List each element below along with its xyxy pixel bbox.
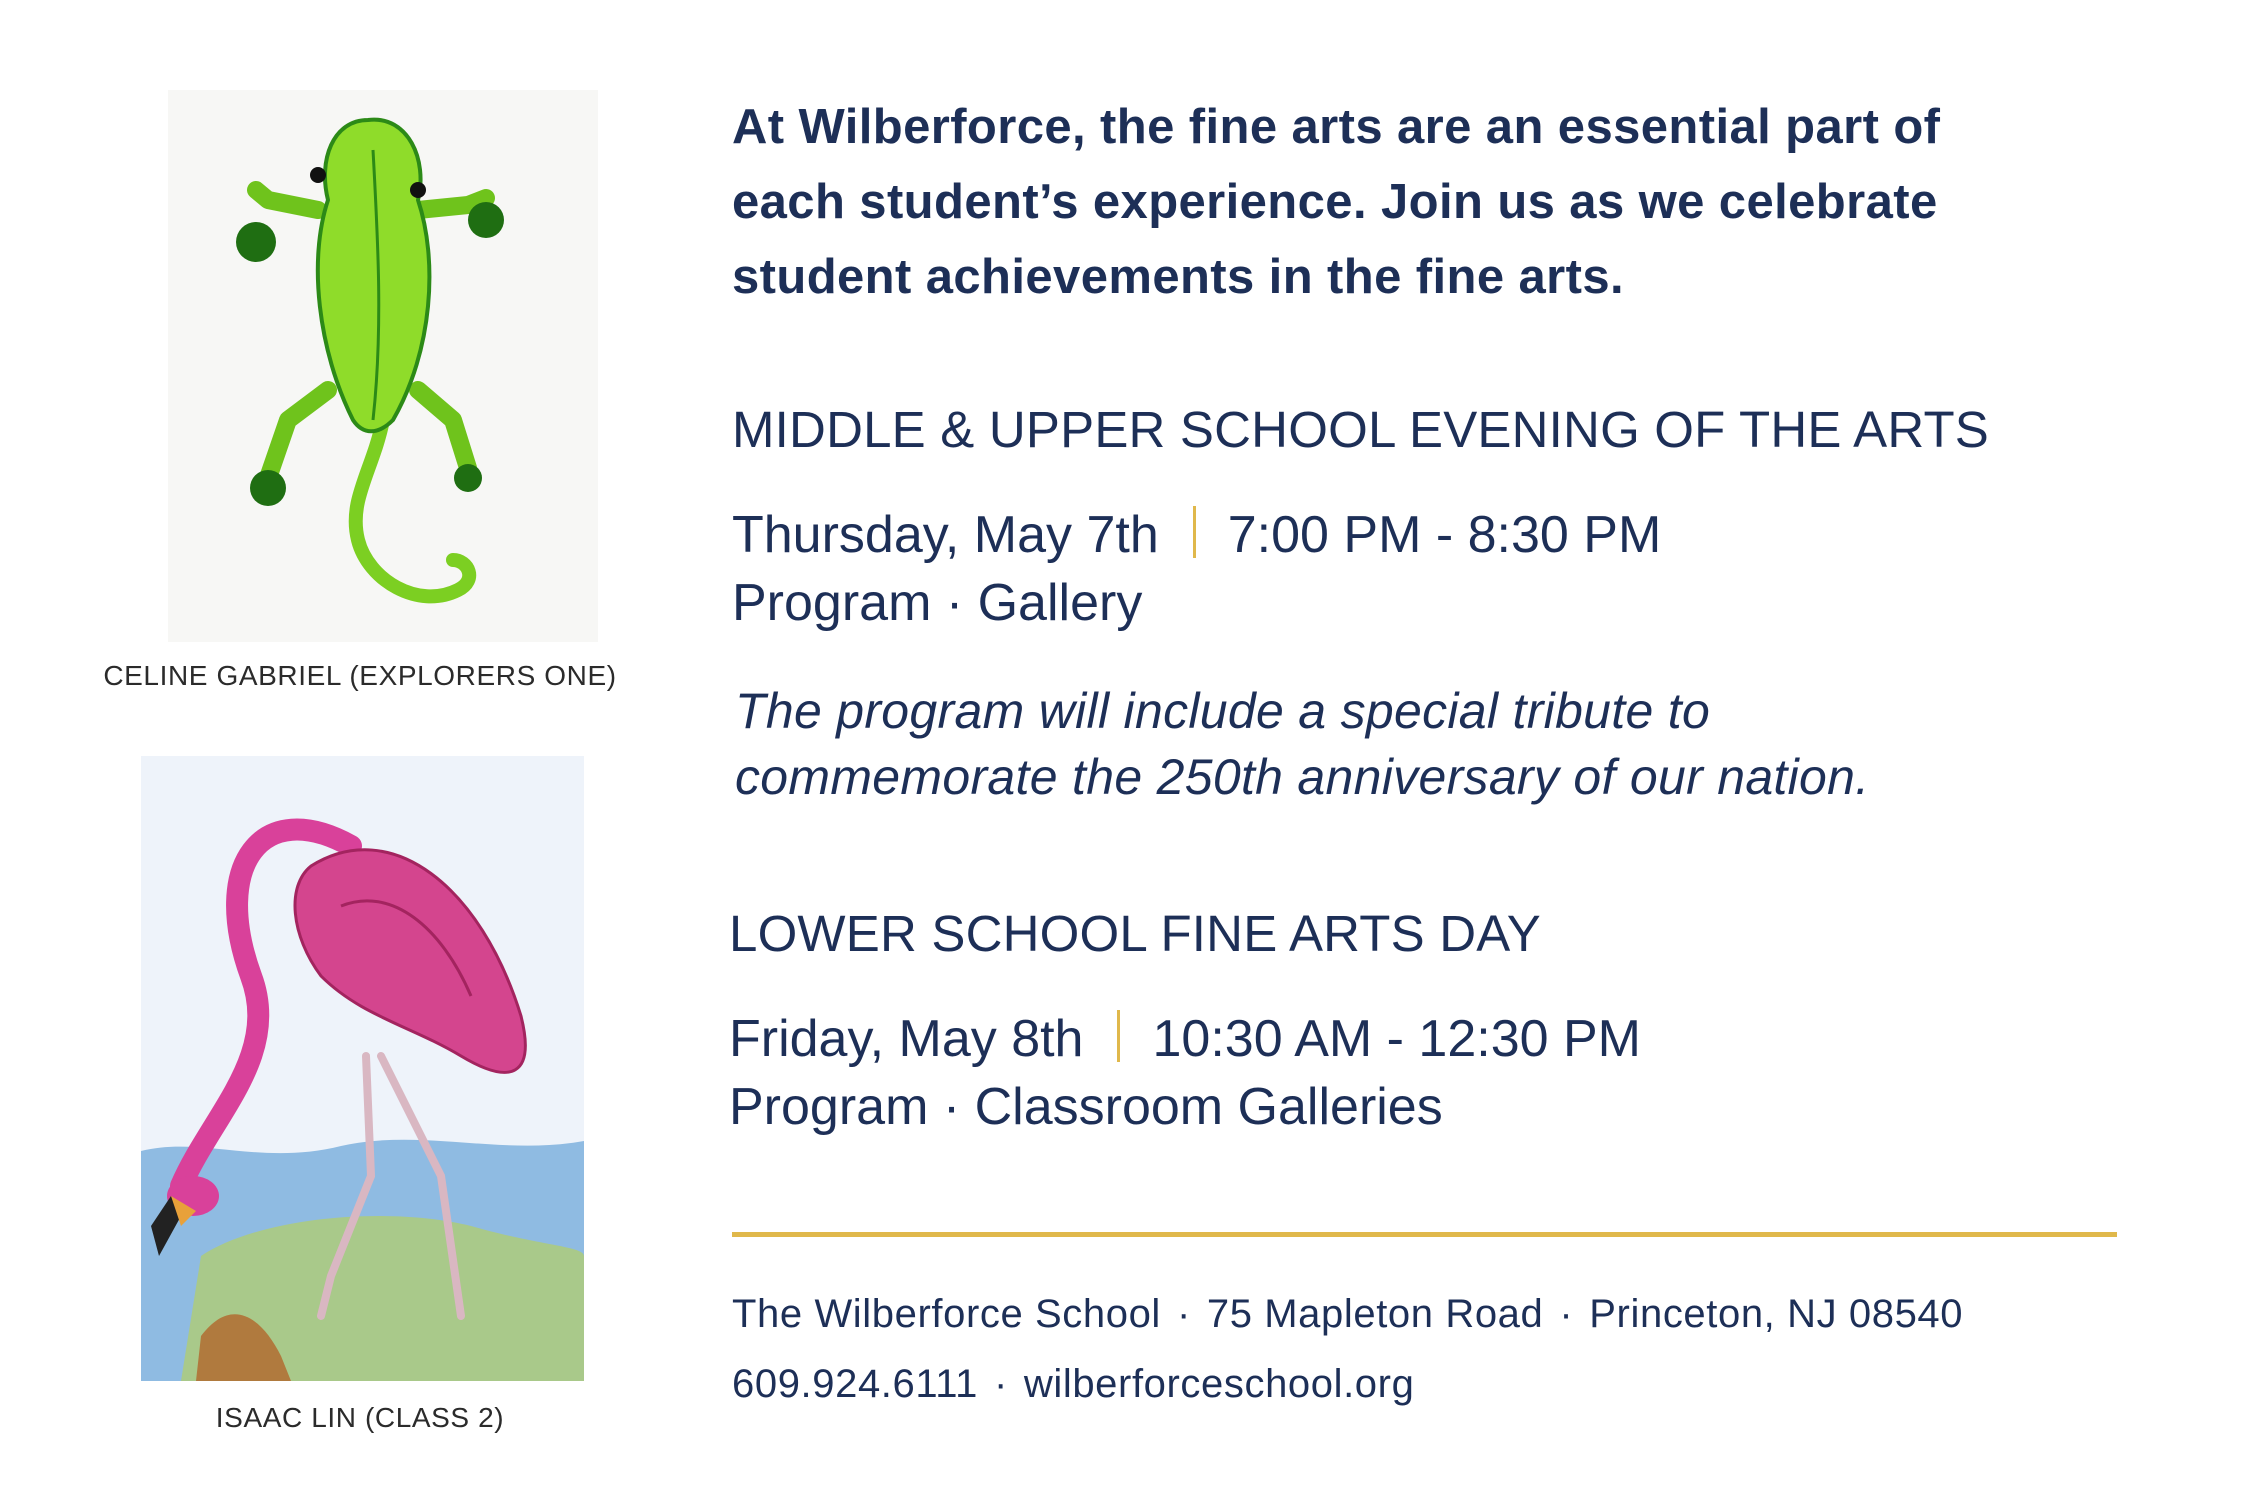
flamingo-artwork-caption: ISAAC LIN (CLASS 2) (215, 1402, 505, 1433)
intro-line: At Wilberforce, the fine arts are an essential part of (732, 100, 1941, 154)
intro-line: each student’s experience. Join us as we celebrate (732, 175, 1938, 229)
note-line: The program will include a special tribute to (735, 683, 1711, 739)
flamingo-painting (141, 756, 584, 1381)
city-state-zip: Princeton, NJ 08540 (1589, 1292, 1964, 1336)
event-title-lower: LOWER SCHOOL FINE ARTS DAY (729, 905, 1541, 962)
note-line: commemorate the 250th anniversary of our nation. (735, 749, 1870, 805)
intro-paragraph (732, 90, 2132, 315)
separator-dot: · (993, 1362, 1008, 1406)
footer-address-line (732, 1292, 1963, 1337)
lizard-drawing (168, 90, 598, 642)
lizard-artwork-caption: CELINE GABRIEL (EXPLORERS ONE) (103, 660, 617, 691)
street-address: 75 Mapleton Road (1206, 1292, 1544, 1336)
event-location-lower: Program · Classroom Galleries (729, 1078, 1443, 1136)
website-link[interactable]: wilberforceschool.org (1023, 1362, 1415, 1406)
event-title-middle-upper: MIDDLE & UPPER SCHOOL EVENING OF THE ARTS (732, 401, 1990, 458)
event-time: 10:30 AM - 12:30 PM (1152, 1010, 1641, 1068)
flamingo-artwork-image (141, 756, 584, 1381)
footer-rule (732, 1232, 2117, 1237)
phone-number[interactable]: 609.924.6111 (732, 1362, 978, 1406)
event-location-middle-upper: Program · Gallery (732, 574, 1143, 632)
footer-contact-line (732, 1362, 1414, 1407)
event-datetime-lower (729, 1006, 1641, 1072)
separator-dot: · (1559, 1292, 1574, 1336)
school-name: The Wilberforce School (732, 1292, 1161, 1336)
separator-dot: · (1176, 1292, 1191, 1336)
lizard-artwork-image (168, 90, 598, 642)
gold-divider (1193, 506, 1196, 558)
event-datetime-middle-upper (732, 502, 1661, 568)
event-date: Friday, May 8th (729, 1010, 1084, 1068)
tribute-note (735, 678, 1869, 810)
event-date: Thursday, May 7th (732, 506, 1159, 564)
intro-line: student achievements in the fine arts. (732, 250, 1624, 304)
event-time: 7:00 PM - 8:30 PM (1227, 506, 1662, 564)
gold-divider (1117, 1010, 1120, 1062)
